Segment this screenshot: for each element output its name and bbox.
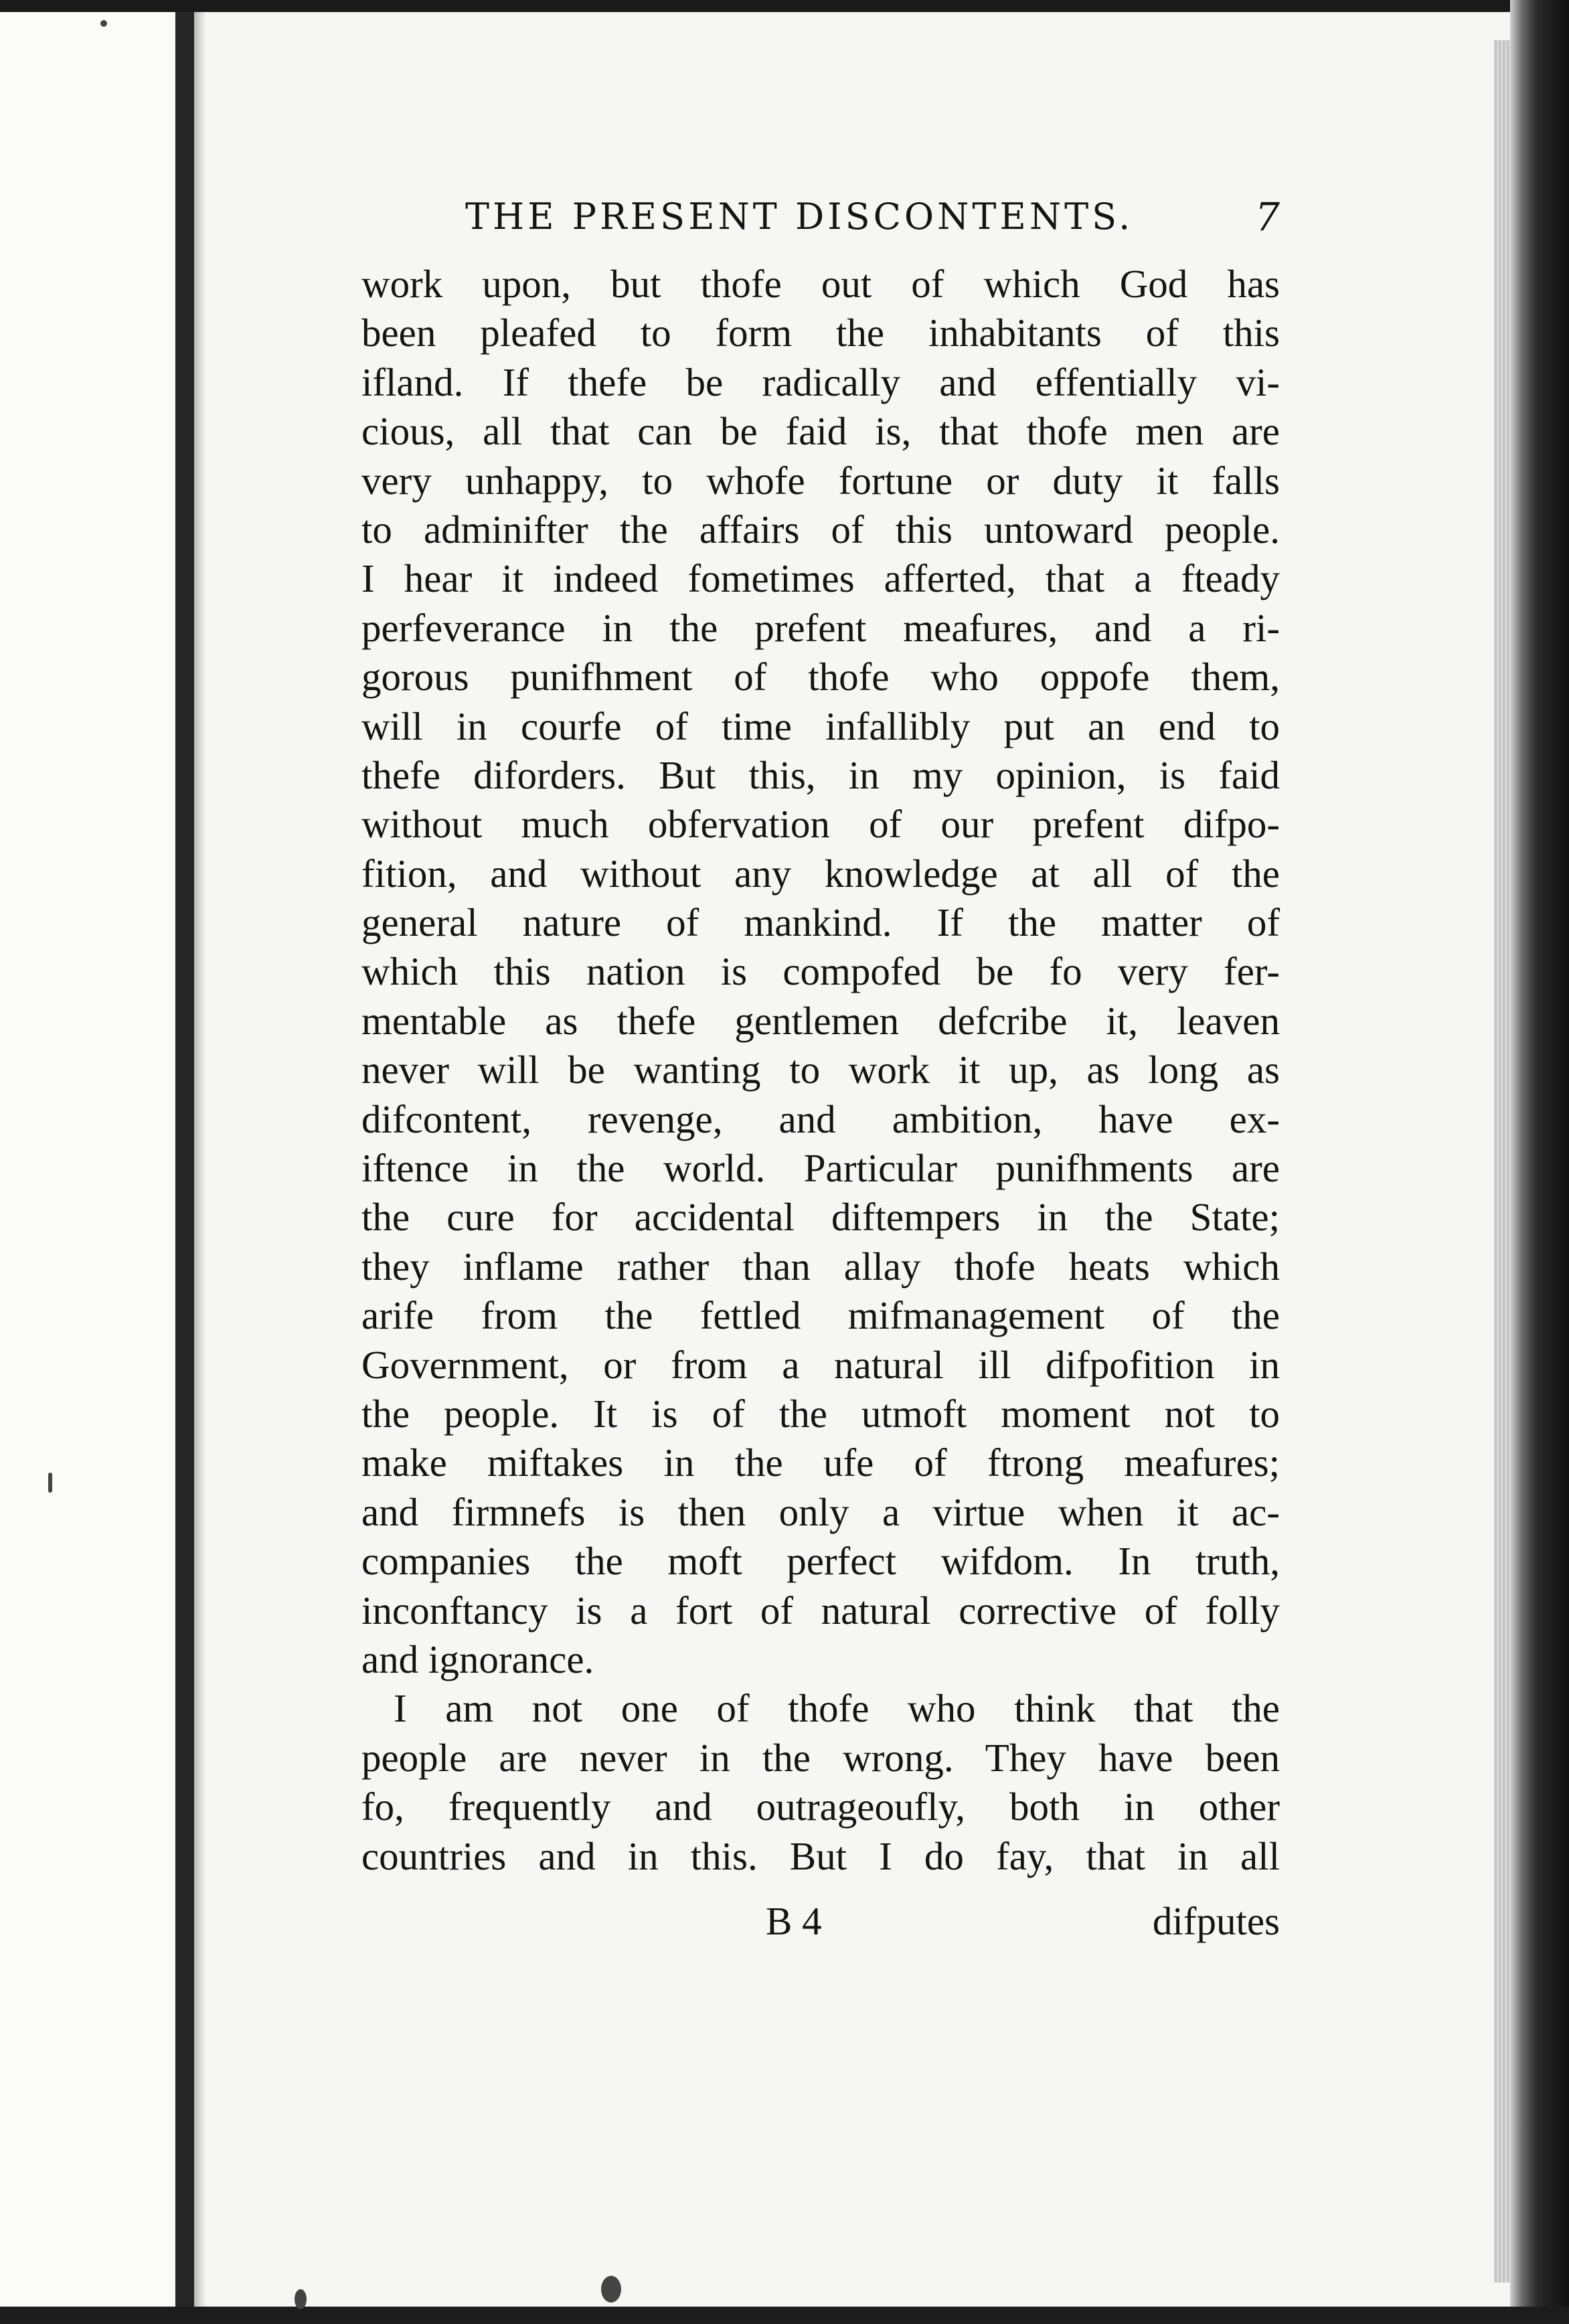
ink-speck <box>100 20 107 27</box>
text-line: general nature of mankind. If the matter of <box>361 900 1280 945</box>
text-line: fition, and without any knowledge at all of the <box>361 851 1280 896</box>
text-line: thefe diforders. But this, in my opinion, is faid <box>361 752 1280 797</box>
paragraph-end-line: and ignorance. <box>361 1637 594 1681</box>
text-line: without much obfervation of our prefent difpo- <box>361 802 1280 847</box>
book-gutter <box>175 0 194 2324</box>
text-line: the cure for accidental diftempers in the State; <box>361 1195 1280 1240</box>
text-line: been pleafed to form the inhabitants of this <box>361 311 1280 355</box>
running-title: THE PRESENT DISCONTENTS. <box>465 195 1134 238</box>
text-line: arife from the fettled mifmanagement of the <box>361 1293 1280 1338</box>
text-line: never will be wanting to work it up, as long as <box>361 1048 1280 1092</box>
text-line: difcontent, revenge, and ambition, have ex- <box>361 1096 1280 1141</box>
scan-right-border <box>1510 0 1569 2324</box>
text-line: the people. It is of the utmoft moment not to <box>361 1391 1280 1436</box>
text-line: make miftakes in the ufe of ftrong meafures; <box>361 1440 1280 1485</box>
scan-bottom-border <box>0 2307 1569 2324</box>
text-line: they inflame rather than allay thofe heats which <box>361 1244 1280 1289</box>
page-fore-edge <box>1494 40 1510 2282</box>
body-text <box>361 260 1280 1881</box>
text-line: companies the moft perfect wifdom. In truth, <box>361 1539 1280 1584</box>
text-line: mentable as thefe gentlemen defcribe it, leaven <box>361 998 1280 1043</box>
text-line: iftence in the world. Particular punifhments are <box>361 1146 1280 1191</box>
text-line: fo, frequently and outrageoufly, both in other <box>361 1784 1280 1829</box>
paragraph-start-line: I am not one of thofe who think that the <box>394 1686 1280 1731</box>
gutter-shadow <box>194 0 206 2324</box>
text-line: gorous punifhment of thofe who oppofe them, <box>361 655 1280 699</box>
signature-mark: B 4 <box>766 1899 822 1943</box>
facing-page-edge <box>0 0 175 2324</box>
text-line: perfeverance in the prefent meafures, and a ri- <box>361 605 1280 650</box>
text-line: and firmnefs is then only a virtue when it ac- <box>361 1489 1280 1534</box>
page-number: 7 <box>1255 194 1280 240</box>
text-line: very unhappy, to whofe fortune or duty it falls <box>361 458 1280 503</box>
text-line: people are never in the wrong. They have been <box>361 1735 1280 1780</box>
catchword: difputes <box>1152 1899 1280 1943</box>
ink-speck <box>295 2289 307 2309</box>
ink-speck <box>601 2276 621 2303</box>
text-line: countries and in this. But I do fay, that in all <box>361 1833 1280 1878</box>
text-line: ifland. If thefe be radically and effentially vi- <box>361 359 1280 404</box>
scan-top-border <box>0 0 1569 12</box>
text-line: will in courfe of time infallibly put an end to <box>361 703 1280 748</box>
text-line: cious, all that can be faid is, that thofe men are <box>361 409 1280 454</box>
text-line: I hear it indeed fometimes afferted, that a fteady <box>361 556 1280 601</box>
running-header <box>361 189 1285 249</box>
text-line: work upon, but thofe out of which God has <box>361 262 1280 306</box>
text-line: to adminifter the affairs of this untoward people. <box>361 507 1280 552</box>
text-line: which this nation is compofed be fo very fer- <box>361 949 1280 994</box>
page-footer <box>361 1898 1280 1952</box>
text-line: Government, or from a natural ill difpofition in <box>361 1342 1280 1387</box>
ink-speck <box>48 1473 52 1493</box>
text-line: inconftancy is a fort of natural corrective of folly <box>361 1588 1280 1633</box>
